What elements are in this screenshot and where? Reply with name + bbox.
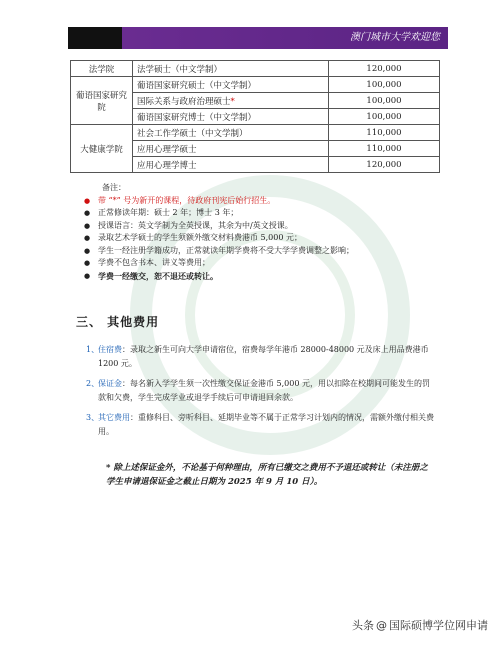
program-cell: 应用心理学博士 (133, 157, 329, 173)
list-item (86, 343, 436, 371)
program-cell (133, 93, 329, 109)
account-name: 国际硕博学位网申请 (389, 619, 488, 632)
tuition-fee-table (70, 60, 440, 173)
program-cell: 法学硕士（中文学制） (133, 61, 329, 77)
college-cell: 葡语国家研究院 (71, 77, 133, 125)
fee-cell: 110,000 (329, 125, 440, 141)
table-row (71, 77, 440, 93)
program-cell: 社会工作学硕士（中文学制） (133, 125, 329, 141)
item-text: ：重修科目、旁听科目、延期毕业等不属于正常学习计划内的情况，需额外缴付相关费用。 (98, 413, 434, 436)
item-number: 1、 (86, 345, 100, 354)
item-number: 2、 (86, 379, 100, 388)
college-cell: 大健康学院 (71, 125, 133, 173)
fee-cell: 100,000 (329, 93, 440, 109)
program-cell: 应用心理学硕士 (133, 141, 329, 157)
list-item: ● 学费不包含书本、讲义等费用； (84, 257, 446, 270)
header-black-block (68, 27, 122, 49)
source-credit (352, 617, 488, 633)
list-item (86, 411, 436, 439)
platform-name: 头条 (352, 619, 374, 632)
list-item: ● 学费一经缴交，恕不退还或转让。 (84, 270, 446, 283)
item-text: ：每名新入学学生须一次性缴交保证金港币 5,000 元，用以扣除在校期间可能发生的罚款和欠费，学生完成学业或退学手续后可申请退回余款。 (98, 379, 430, 402)
fee-cell: 100,000 (329, 109, 440, 125)
item-label: 保证金 (98, 379, 122, 388)
section-title: 三、 其他费用 (76, 315, 160, 329)
list-item: ● 学生一经注册学籍成功，正常就读年期学费将不受大学学费调整之影响； (84, 245, 446, 258)
item-body (98, 411, 436, 439)
at-sign: @ (376, 618, 387, 632)
program-name: 国际关系与政府治理硕士 (137, 96, 231, 107)
page-header (68, 27, 448, 49)
other-fees-list (86, 343, 436, 445)
fee-cell: 120,000 (329, 157, 440, 173)
item-label: 住宿费 (98, 345, 122, 354)
notes-section (76, 182, 446, 282)
item-body (98, 343, 436, 371)
item-number: 3、 (86, 413, 100, 422)
notes-title: 备注： (102, 183, 126, 192)
program-cell: 葡语国家研究博士（中文学制） (133, 109, 329, 125)
new-course-star: * (230, 96, 235, 107)
fee-cell: 120,000 (329, 61, 440, 77)
list-item: ● 正常修读年期：硕士 2 年；博士 3 年； (84, 207, 446, 220)
header-title: 澳门城市大学欢迎您 (122, 27, 448, 49)
item-text: ：录取之新生可向大学申请宿位，宿费每学年港币 28000-48000 元及床上用品费港币 1200 元。 (98, 345, 429, 368)
refund-footnote: * 除上述保证金外，不论基于何种理由，所有已缴交之费用不予退还或转让（未注册之学生申请退保证金之截止日期为 2025 年 9 月 10 日）。 (106, 463, 428, 487)
notes-list (84, 195, 446, 283)
list-item: ● 录取艺术学硕士的学生须额外缴交材料费港币 5,000 元； (84, 232, 446, 245)
table-row (71, 61, 440, 77)
program-cell: 葡语国家研究硕士（中文学制） (133, 77, 329, 93)
table-row (71, 125, 440, 141)
fee-cell: 100,000 (329, 77, 440, 93)
list-item (86, 377, 436, 405)
list-item: ● 授课语言：英文学制为全英授课，其余为中/英文授课。 (84, 220, 446, 233)
college-cell: 法学院 (71, 61, 133, 77)
item-body (98, 377, 436, 405)
list-item: ● 带 “*” 号为新开的课程，待政府刊宪后始行招生。 (84, 195, 446, 208)
fee-cell: 110,000 (329, 141, 440, 157)
item-label: 其它费用 (98, 413, 130, 422)
